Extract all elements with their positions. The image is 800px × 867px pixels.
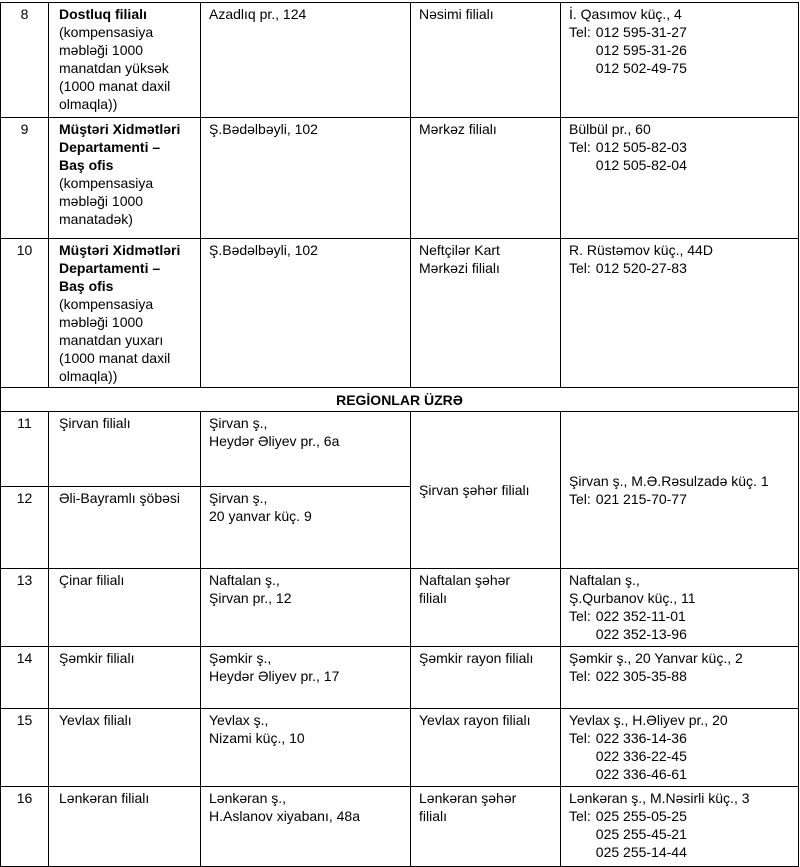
table-row — [1, 709, 799, 787]
phone-number: 012 502-49-75 — [595, 60, 687, 76]
address-line: 20 yanvar küç. 9 — [209, 508, 312, 524]
tel-label: Tel: — [569, 808, 591, 824]
address-line: Azadlıq pr., 124 — [209, 6, 307, 22]
phone-number: 012 595-31-26 — [595, 42, 687, 58]
branch-name: Lənkəran filialı — [59, 790, 150, 806]
address-line: Naftalan ş., — [209, 572, 280, 588]
branch-address-cell — [201, 487, 411, 569]
branch-name-line: Departamenti – — [59, 260, 161, 276]
address-line: Nizami küç., 10 — [209, 730, 305, 746]
regional-branch-line: Naftalan şəhər — [419, 572, 511, 588]
table-row — [1, 118, 799, 239]
regional-branch-line: Nəsimi filialı — [419, 6, 494, 22]
branch-name-cell — [49, 412, 201, 487]
phone-list — [596, 23, 687, 77]
regional-branch-cell — [411, 118, 561, 239]
phone-number: 012 520-27-83 — [595, 260, 687, 276]
phone-block — [569, 729, 792, 783]
section-header-row — [1, 388, 799, 412]
row-number: 9 — [20, 121, 29, 137]
row-number: 10 — [16, 242, 33, 258]
contact-address-line: İ. Qasımov küç., 4 — [569, 6, 682, 22]
table-row — [1, 239, 799, 388]
contact-cell — [561, 569, 799, 647]
regional-branch-cell — [411, 3, 561, 118]
branch-name: Yevlax filialı — [59, 712, 132, 728]
branch-name-line: Baş ofis — [59, 157, 114, 173]
branch-note-line: (kompensasiya — [59, 175, 154, 191]
branch-name-cell — [49, 487, 201, 569]
phone-list — [596, 807, 687, 861]
branch-name-line: Müştəri Xidmətləri — [59, 121, 181, 137]
branch-name: Əli-Bayramlı şöbəsi — [59, 490, 181, 506]
address-line: Ş.Bədəlbəyli, 102 — [209, 121, 318, 137]
row-number: 12 — [16, 490, 33, 506]
branch-note-line: olmaqla)) — [59, 96, 118, 112]
row-number-cell — [1, 569, 49, 647]
address-line: H.Aslanov xiyabanı, 48a — [209, 808, 360, 824]
regional-branch-cell — [411, 239, 561, 388]
contact-cell — [561, 787, 799, 867]
regional-branch-line: Lənkəran şəhər — [419, 790, 517, 806]
address-line: Heydər Əliyev pr., 17 — [209, 668, 340, 684]
phone-number: 012 595-31-27 — [595, 24, 687, 40]
tel-label: Tel: — [569, 139, 591, 155]
contact-address-line: Bülbül pr., 60 — [569, 121, 651, 137]
section-header: REGİONLAR ÜZRƏ — [1, 388, 799, 412]
address-line: Heydər Əliyev pr., 6a — [209, 433, 340, 449]
contact-address-line: Ş.Qurbanov küç., 11 — [569, 590, 696, 606]
branch-note-line: (kompensasiya — [59, 296, 154, 312]
phone-number: 021 215-70-77 — [595, 491, 687, 507]
branch-name-cell — [49, 569, 201, 647]
row-number: 16 — [16, 790, 33, 806]
branch-name: Dostluq filialı — [59, 6, 147, 22]
contact-cell — [561, 3, 799, 118]
phone-list — [596, 607, 687, 643]
phone-number: 022 336-14-36 — [595, 730, 687, 746]
tel-label: Tel: — [569, 491, 591, 507]
branch-address-cell — [201, 647, 411, 709]
branch-name: Şəmkir filialı — [59, 650, 135, 666]
phone-block — [569, 23, 792, 77]
phone-list — [596, 729, 687, 783]
phone-number: 012 505-82-03 — [595, 139, 687, 155]
table-row — [1, 412, 799, 487]
branch-name: Çinar filialı — [59, 572, 125, 588]
phone-number: 025 255-05-25 — [595, 808, 687, 824]
row-number-cell — [1, 487, 49, 569]
phone-number: 025 255-14-44 — [595, 844, 687, 860]
branch-address-cell — [201, 787, 411, 867]
phone-number: 022 352-13-96 — [595, 626, 687, 642]
branch-name: Şirvan filialı — [59, 415, 131, 431]
row-number-cell — [1, 709, 49, 787]
table-row — [1, 787, 799, 867]
contact-address-line: Lənkəran ş., M.Nəsirli küç., 3 — [569, 790, 750, 806]
contact-address-line: Naftalan ş., — [569, 572, 640, 588]
address-line: Şəmkir ş., — [209, 650, 272, 666]
phone-block — [569, 807, 792, 861]
tel-label: Tel: — [569, 24, 591, 40]
phone-list — [596, 490, 687, 508]
phone-list — [596, 667, 687, 685]
address-line: Ş.Bədəlbəyli, 102 — [209, 242, 318, 258]
phone-block — [569, 259, 792, 277]
tel-label: Tel: — [569, 260, 591, 276]
branch-name-line: Müştəri Xidmətləri — [59, 242, 181, 258]
phone-list — [596, 138, 687, 174]
row-number: 13 — [16, 572, 33, 588]
branch-note-line: manatadək) — [59, 211, 133, 227]
contact-cell — [561, 709, 799, 787]
regional-branch-line: Mərkəzi filialı — [419, 260, 500, 276]
row-number-cell — [1, 412, 49, 487]
branch-address-cell — [201, 239, 411, 388]
branch-name-cell — [49, 118, 201, 239]
contact-address-line: Yevlax ş., H.Əliyev pr., 20 — [569, 712, 728, 728]
regional-branch-cell — [411, 412, 561, 569]
branch-address-cell — [201, 412, 411, 487]
address-line: Yevlax ş., — [209, 712, 269, 728]
row-number-cell — [1, 647, 49, 709]
branch-address-cell — [201, 118, 411, 239]
branch-note-line: (kompensasiya — [59, 24, 154, 40]
contact-cell — [561, 239, 799, 388]
address-line: Şirvan ş., — [209, 490, 268, 506]
row-number: 15 — [16, 712, 33, 728]
branch-note-line: manatdan yüksək — [59, 60, 169, 76]
tel-label: Tel: — [569, 730, 591, 746]
address-line: Şirvan ş., — [209, 415, 268, 431]
contact-cell — [561, 118, 799, 239]
branch-note-line: olmaqla)) — [59, 368, 118, 384]
branch-address-cell — [201, 3, 411, 118]
branch-name-cell — [49, 787, 201, 867]
branch-address-cell — [201, 709, 411, 787]
regional-branch-cell — [411, 709, 561, 787]
regional-branch-line: Şəmkir rayon filialı — [419, 650, 534, 666]
regional-branch-cell — [411, 647, 561, 709]
branch-name-cell — [49, 3, 201, 118]
contact-address-line: Şirvan ş., M.Ə.Rəsulzadə küç. 1 — [569, 473, 769, 489]
table-row — [1, 3, 799, 118]
branch-note-line: (1000 manat daxil — [59, 78, 171, 94]
contact-cell — [561, 412, 799, 569]
branch-note-line: (1000 manat daxil — [59, 350, 171, 366]
table-row — [1, 569, 799, 647]
contact-address-line: R. Rüstəmov küç., 44D — [569, 242, 713, 258]
regional-branch-cell — [411, 787, 561, 867]
branch-address-cell — [201, 569, 411, 647]
regional-branch-line: filialı — [419, 590, 448, 606]
regional-branch-line: Mərkəz filialı — [419, 121, 497, 137]
contact-cell — [561, 647, 799, 709]
address-line: Şirvan pr., 12 — [209, 590, 292, 606]
branch-name-line: Departamenti – — [59, 139, 161, 155]
regional-branch-line: Yevlax rayon filialı — [419, 712, 531, 728]
phone-block — [569, 667, 792, 685]
branch-note-line: məbləği 1000 — [59, 314, 144, 330]
tel-label: Tel: — [569, 668, 591, 684]
phone-list — [596, 259, 687, 277]
branch-name-cell — [49, 647, 201, 709]
phone-block — [569, 490, 792, 508]
contact-address-line: Şəmkir ş., 20 Yanvar küç., 2 — [569, 650, 743, 666]
phone-number: 012 505-82-04 — [595, 157, 687, 173]
regional-branch-line: Neftçilər Kart — [419, 242, 500, 258]
branches-table — [0, 2, 799, 867]
phone-number: 022 336-46-61 — [595, 766, 687, 782]
table-row — [1, 647, 799, 709]
branch-note-line: məbləği 1000 — [59, 193, 144, 209]
tel-label: Tel: — [569, 608, 591, 624]
phone-number: 022 305-35-88 — [595, 668, 687, 684]
address-line: Lənkəran ş., — [209, 790, 287, 806]
branch-name-cell — [49, 239, 201, 388]
phone-block — [569, 138, 792, 174]
row-number: 8 — [20, 6, 29, 22]
row-number: 11 — [17, 415, 32, 431]
phone-number: 025 255-45-21 — [595, 826, 687, 842]
regional-branch-cell — [411, 569, 561, 647]
row-number-cell — [1, 118, 49, 239]
regional-branch-line: filialı — [419, 808, 448, 824]
phone-number: 022 336-22-45 — [595, 748, 687, 764]
row-number-cell — [1, 787, 49, 867]
row-number-cell — [1, 239, 49, 388]
branch-note-line: məbləği 1000 — [59, 42, 144, 58]
phone-block — [569, 607, 792, 643]
row-number-cell — [1, 3, 49, 118]
branch-name-cell — [49, 709, 201, 787]
branch-name-line: Baş ofis — [59, 278, 114, 294]
row-number: 14 — [16, 650, 33, 666]
branch-note-line: manatdan yuxarı — [59, 332, 164, 348]
phone-number: 022 352-11-01 — [595, 608, 686, 624]
regional-branch-line: Şirvan şəhər filialı — [419, 482, 530, 498]
